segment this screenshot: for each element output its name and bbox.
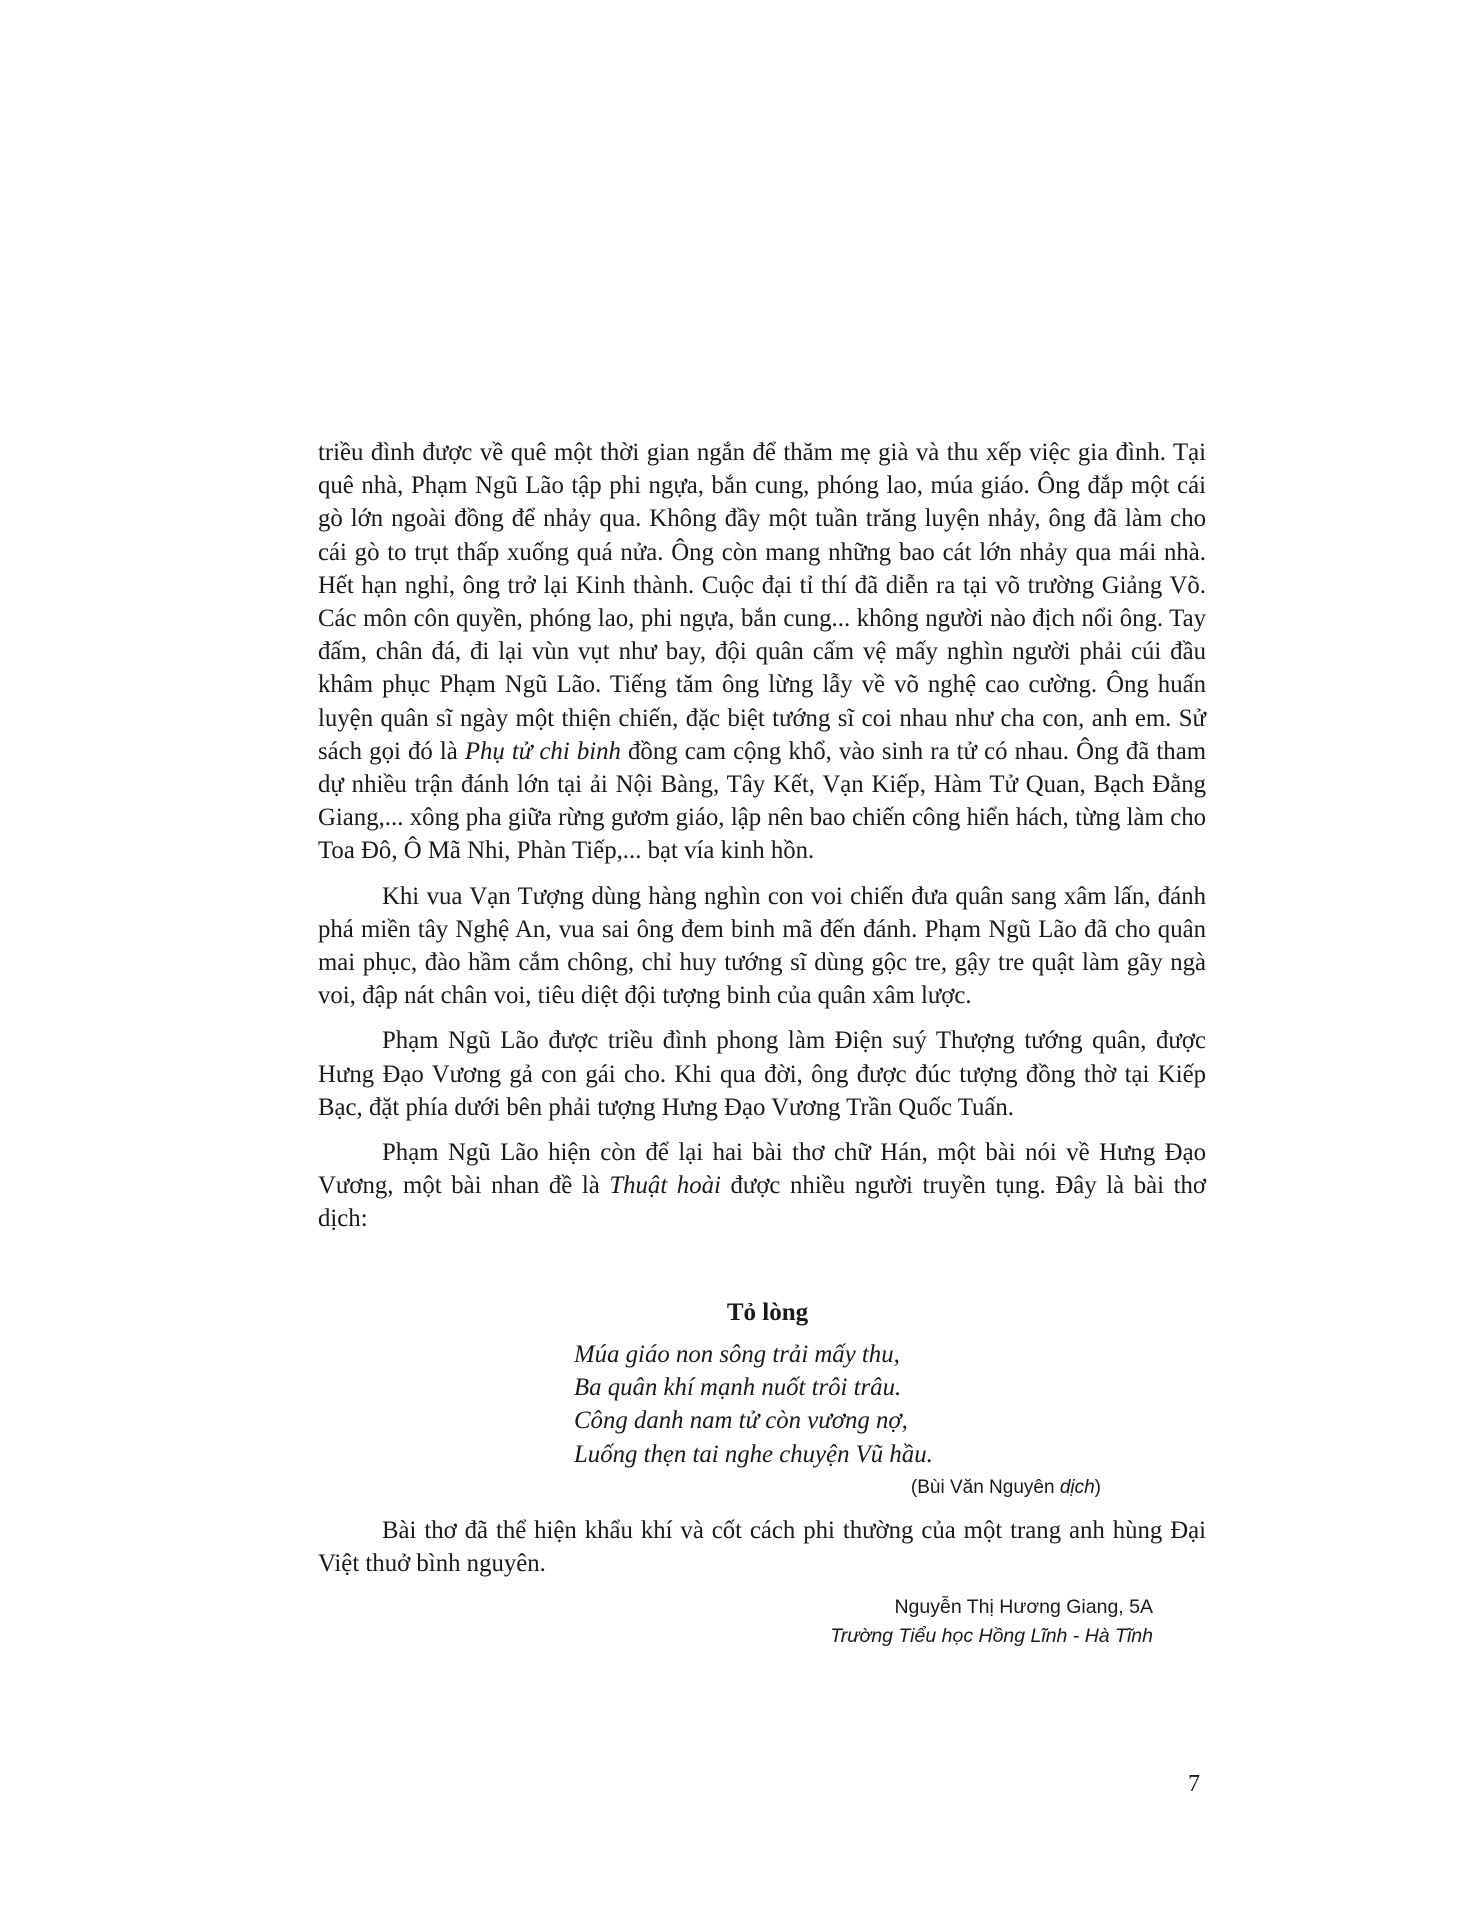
article-body xyxy=(318,436,1206,1236)
translator-name: (Bùi Văn Nguyên xyxy=(910,1477,1060,1498)
poem-line: Công danh nam tử còn vương nợ, xyxy=(574,1407,908,1435)
paragraph-3 xyxy=(318,1024,1206,1124)
paragraph-1-text-a: triều đình được về quê một thời gian ngắn để thăm mẹ già và thu xếp việc gia đình. Tại quê nhà, Phạm Ngũ Lão tập phi ngựa, bắn cung, phóng lao, múa giáo. Ông đắp một cái gò lớn ngoài đồng để nhảy qua. Không đầy một tuần trăng luyện nhảy, ông đã làm cho cái gò to trụt thấp xuống quá nửa. Ông còn mang những bao cát lớn nhảy qua mái nhà. Hết hạn nghỉ, ông trở lại Kinh thành. Cuộc đại tỉ thí đã diễn ra tại võ trường Giảng Võ. Các môn côn quyền, phóng lao, phi ngựa, bắn cung... không người nào địch nổi ông. Tay đấm, chân đá, đi lại vùn vụt như bay, đội quân cấm vệ mấy nghìn người phải cúi đầu khâm phục Phạm Ngũ Lão. Tiếng tăm ông lừng lẫy về võ nghệ cao cường. Ông huấn luyện quân sĩ ngày một thiện chiến, đặc biệt tướng sĩ coi nhau như cha con, anh em. Sử sách gọi đó là xyxy=(318,439,1206,765)
closing-paragraph: Bài thơ đã thể hiện khẩu khí và cốt cách phi thường của một trang anh hùng Đại Việt thuở bình nguyên. xyxy=(318,1517,1206,1578)
poem-line: Ba quân khí mạnh nuốt trôi trâu. xyxy=(574,1374,902,1402)
author-credit xyxy=(830,1593,1153,1651)
poem-title: Tỏ lòng xyxy=(726,1299,809,1326)
poem-line: Luống thẹn tai nghe chuyện Vũ hầu. xyxy=(574,1440,933,1468)
paragraph-2 xyxy=(318,880,1206,1013)
page-number: 7 xyxy=(1188,1771,1200,1797)
paragraph-3-text: Phạm Ngũ Lão được triều đình phong làm Điện suý Thượng tướng quân, được Hưng Đạo Vương gả con gái cho. Khi qua đời, ông được đúc tượng đồng thờ tại Kiếp Bạc, đặt phía dưới bên phải tượng Hưng Đạo Vương Trần Quốc Tuấn. xyxy=(318,1027,1206,1121)
poem-line: Múa giáo non sông trải mấy thu, xyxy=(574,1341,900,1368)
translator-credit xyxy=(911,1476,1101,1500)
paragraph-1 xyxy=(318,436,1206,868)
thuat-hoai-title: Thuật hoài xyxy=(609,1172,721,1200)
paragraph-4-text-a: Phạm Ngũ Lão hiện còn để lại hai bài thơ chữ Hán, một bài nói về Hưng Đạo Vương, một bài nhan đề là xyxy=(318,1139,1206,1200)
author-school: Trường Tiểu học Hồng Lĩnh - Hà Tĩnh xyxy=(830,1625,1153,1647)
translator-role: dịch xyxy=(1059,1477,1095,1498)
poem-verses xyxy=(574,1338,933,1471)
paragraph-4-text-b: được nhiều người truyền tụng. Đây là bài thơ dịch: xyxy=(318,1172,1206,1233)
paragraph-2-text: Khi vua Vạn Tượng dùng hàng nghìn con voi chiến đưa quân sang xâm lấn, đánh phá miền tây Nghệ An, vua sai ông đem binh mã đến đánh. Phạm Ngũ Lão đã cho quân mai phục, đào hầm cắm chông, chỉ huy tướng sĩ dùng gộc tre, gậy tre quật làm gãy ngà voi, đập nát chân voi, tiêu diệt đội tượng binh của quân xâm lược. xyxy=(318,882,1206,1010)
paragraph-4 xyxy=(318,1136,1206,1236)
paragraph-1-text-b: đồng cam cộng khổ, vào sinh ra tử có nhau. Ông đã tham dự nhiều trận đánh lớn tại ải Nội Bàng, Tây Kết, Vạn Kiếp, Hàm Tử Quan, Bạch Đằng Giang,... xông pha giữa rừng gươm giáo, lập nên bao chiến công hiển hách, từng làm cho Toa Đô, Ô Mã Nhi, Phàn Tiếp,... bạt vía kinh hồn. xyxy=(318,737,1206,865)
translator-close: ) xyxy=(1094,1477,1101,1498)
author-name: Nguyễn Thị Hương Giang, 5A xyxy=(894,1596,1153,1618)
phu-tu-chi-binh-term: Phụ tử chi binh xyxy=(464,737,621,765)
